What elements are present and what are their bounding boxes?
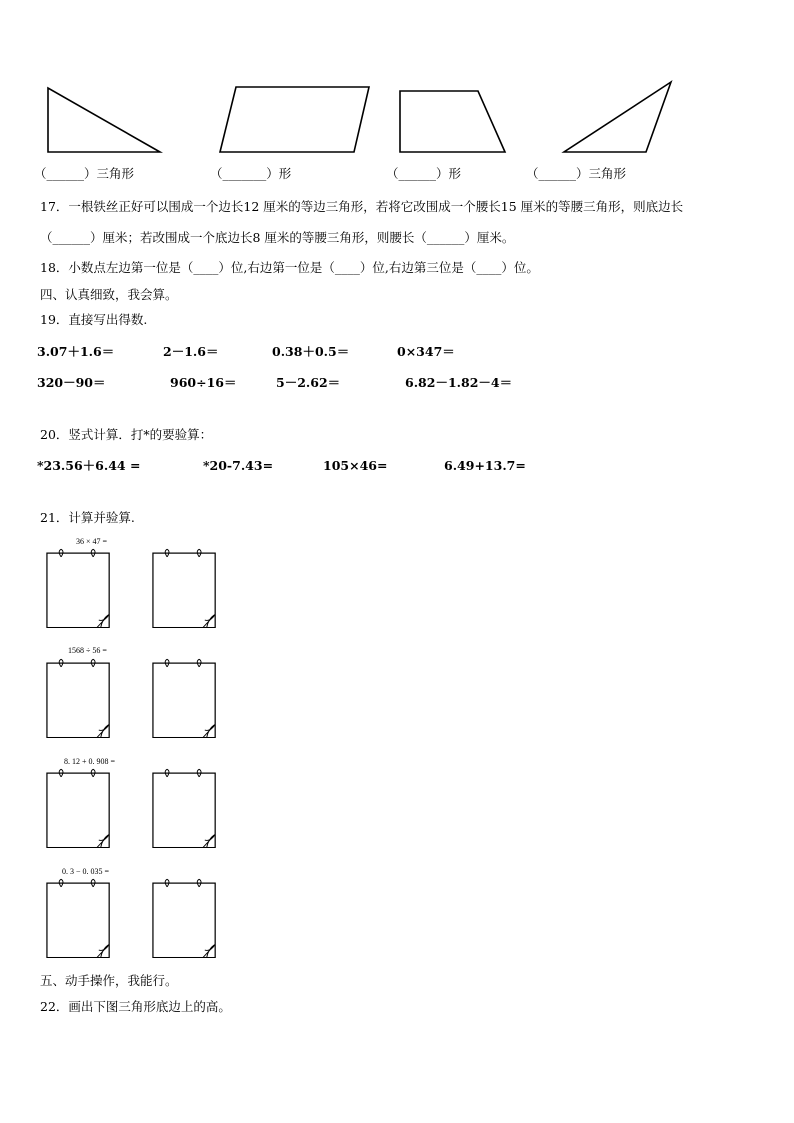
q20-item-2: *20-7.43= bbox=[203, 458, 274, 473]
q21-title: 21．计算并验算. bbox=[40, 510, 135, 525]
notepad-icon bbox=[46, 658, 112, 738]
shape-label-1: （______）三角形 bbox=[34, 166, 135, 181]
notepad-icon bbox=[46, 548, 112, 628]
notepad-icon bbox=[152, 878, 218, 958]
section4-title: 四、认真细致，我会算。 bbox=[40, 287, 178, 302]
q20-item-1: *23.56＋6.44 = bbox=[37, 458, 141, 473]
notepad-icon bbox=[46, 768, 112, 848]
q19-title: 19．直接写出得数. bbox=[40, 312, 148, 327]
q20-item-4: 6.49+13.7= bbox=[444, 458, 526, 473]
q19-r2-c2: 960÷16＝ bbox=[170, 375, 237, 390]
q21-equation-1: 36 × 47 = bbox=[76, 537, 108, 546]
parallelogram-figure bbox=[220, 87, 369, 152]
notepad-icon bbox=[152, 548, 218, 628]
notepad-icon bbox=[46, 878, 112, 958]
notepad-icon bbox=[152, 658, 218, 738]
q21-equation-4: 0. 3 − 0. 035 = bbox=[62, 867, 110, 876]
q19-r2-c1: 320－90＝ bbox=[37, 375, 106, 390]
q19-r1-c1: 3.07＋1.6＝ bbox=[37, 344, 115, 359]
q18-text: 18．小数点左边第一位是（____）位,右边第一位是（____）位,右边第三位是（____）位。 bbox=[40, 260, 539, 275]
q22-text: 22．画出下图三角形底边上的高。 bbox=[40, 999, 231, 1014]
q21-equation-2: 1568 ÷ 56 = bbox=[68, 646, 107, 655]
q21-equation-3: 8. 12 + 0. 908 = bbox=[64, 757, 116, 766]
q17-line1: 17．一根铁丝正好可以围成一个边长12 厘米的等边三角形，若将它改围成一个腰长15 厘米的等腰三角形，则底边长 bbox=[40, 199, 684, 214]
obtuse-triangle-figure bbox=[564, 82, 671, 152]
section5-title: 五、动手操作，我能行。 bbox=[40, 973, 178, 988]
q19-r1-c2: 2－1.6＝ bbox=[163, 344, 219, 359]
q19-r1-c3: 0.38＋0.5＝ bbox=[272, 344, 350, 359]
q17-line2: （______）厘米；若改围成一个底边长8 厘米的等腰三角形，则腰长（______）厘米。 bbox=[40, 230, 515, 245]
q20-item-3: 105×46= bbox=[323, 458, 388, 473]
shape-label-4: （______）三角形 bbox=[526, 166, 627, 181]
q19-r1-c4: 0×347＝ bbox=[397, 344, 455, 359]
shape-label-3: （______）形 bbox=[386, 166, 462, 181]
shape-label-2: （_______）形 bbox=[210, 166, 292, 181]
q20-title: 20．竖式计算．打*的要验算： bbox=[40, 427, 213, 442]
notepad-icon bbox=[152, 768, 218, 848]
right-triangle-figure bbox=[48, 88, 160, 152]
q19-r2-c4: 6.82－1.82－4＝ bbox=[405, 375, 513, 390]
trapezoid-figure bbox=[400, 91, 505, 152]
q19-r2-c3: 5－2.62＝ bbox=[276, 375, 341, 390]
